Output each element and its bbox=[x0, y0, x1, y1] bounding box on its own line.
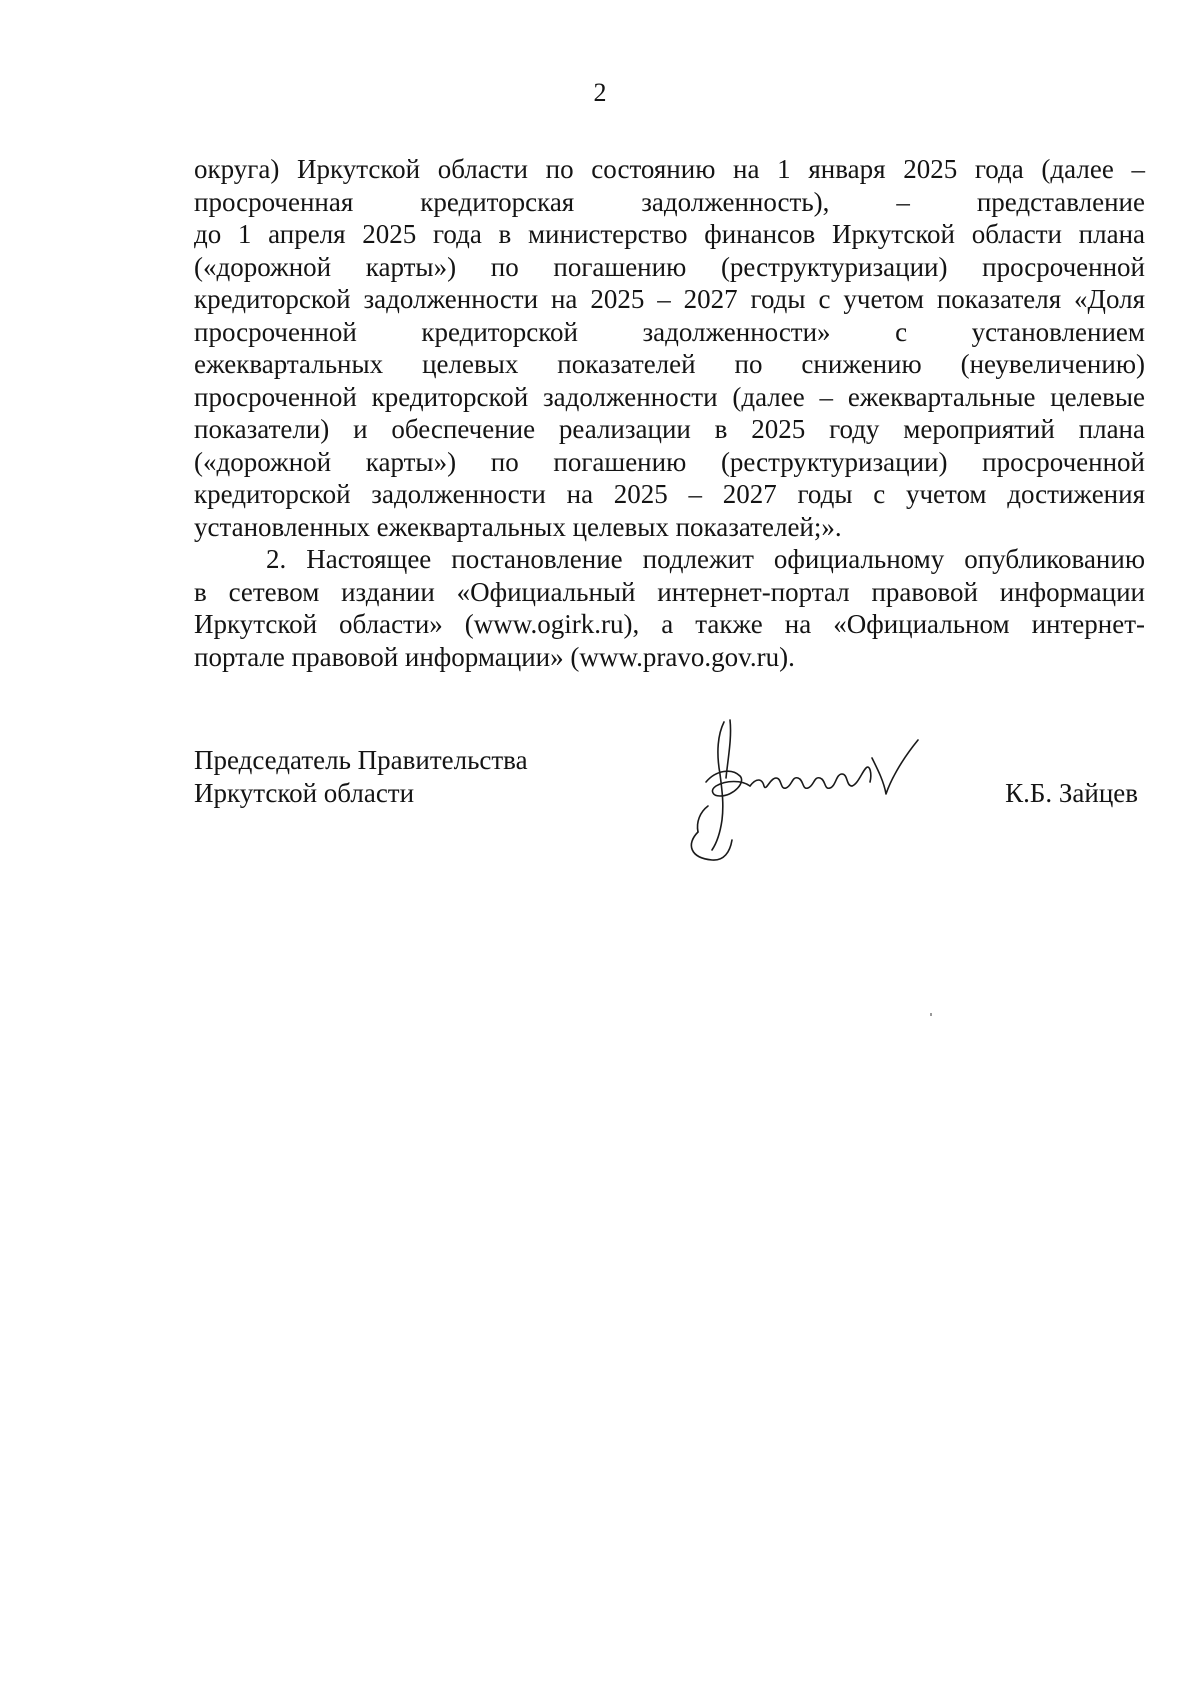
body-line: («дорожной карты») по погашению (реструктуризации) просроченной bbox=[194, 251, 1145, 282]
body-line: просроченной кредиторской задолженности» с установлением bbox=[194, 316, 1145, 347]
body-line: до 1 апреля 2025 года в министерство финансов Иркутской области плана bbox=[194, 219, 1145, 249]
body-line: показатели) и обеспечение реализации в 2025 году мероприятий плана bbox=[194, 414, 1145, 444]
body-line: просроченная кредиторская задолженность), – представление bbox=[194, 186, 1145, 217]
body-line: в сетевом издании «Официальный интернет-портал правовой информации bbox=[194, 576, 1145, 607]
body-line: («дорожной карты») по погашению (реструктуризации) просроченной bbox=[194, 446, 1145, 477]
signer-title-line-2: Иркутской области bbox=[194, 778, 415, 808]
body-line: Иркутской области» (www.ogirk.ru), а также на «Официальном интернет- bbox=[194, 609, 1145, 639]
body-line: установленных ежеквартальных целевых показателей;». bbox=[194, 511, 842, 542]
scan-speck bbox=[930, 1013, 932, 1016]
signer-title bbox=[194, 744, 528, 810]
body-line: округа) Иркутской области по состоянию на 1 января 2025 года (далее – bbox=[194, 154, 1145, 184]
handwritten-signature bbox=[672, 712, 942, 862]
signer-title-line-1: Председатель Правительства bbox=[194, 745, 528, 775]
body-line: ежеквартальных целевых показателей по снижению (неувеличению) bbox=[194, 349, 1145, 379]
body-line: портале правовой информации» (www.pravo.gov.ru). bbox=[194, 641, 795, 672]
paragraph-2-first-line: 2. Настоящее постановление подлежит официальному опубликованию bbox=[266, 544, 1145, 574]
body-line: кредиторской задолженности на 2025 – 2027 годы с учетом достижения bbox=[194, 479, 1145, 509]
body-line: просроченной кредиторской задолженности (далее – ежеквартальные целевые bbox=[194, 381, 1145, 412]
body-line: кредиторской задолженности на 2025 – 2027 годы с учетом показателя «Доля bbox=[194, 284, 1145, 314]
signer-name: К.Б. Зайцев bbox=[1005, 778, 1138, 808]
document-body bbox=[194, 153, 1145, 673]
page-number: 2 bbox=[593, 78, 607, 107]
